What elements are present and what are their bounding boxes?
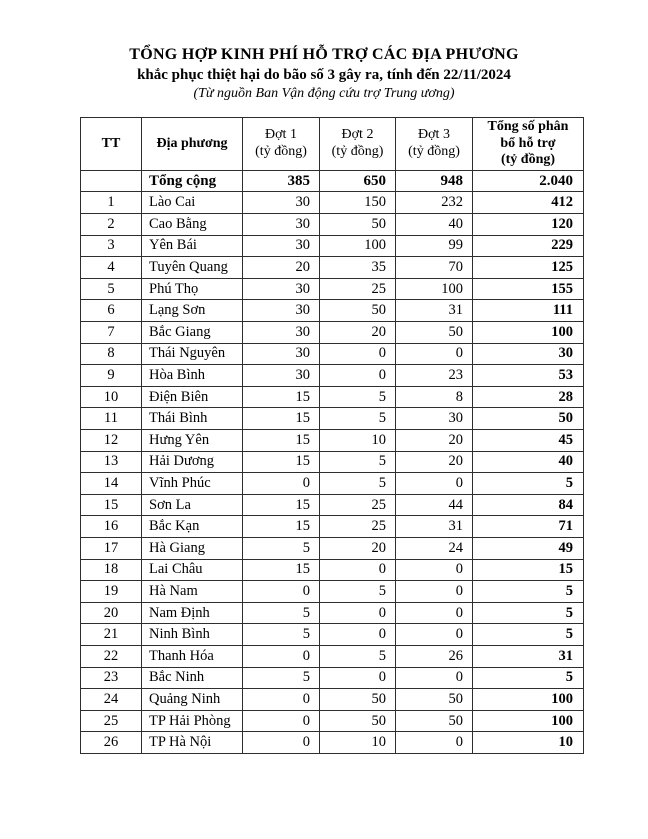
cell-round2: 10 (320, 430, 396, 452)
cell-round1: 30 (243, 365, 320, 387)
cell-province: Bắc Ninh (142, 667, 243, 689)
table-row (81, 473, 584, 495)
cell-province: Thanh Hóa (142, 645, 243, 667)
cell-round3: 26 (396, 645, 473, 667)
cell-tt: 1 (81, 192, 142, 214)
table-row (81, 689, 584, 711)
col-header-round2-label: Đợt 2 (341, 127, 374, 143)
table-row (81, 602, 584, 624)
table-row (81, 365, 584, 387)
cell-round1: 30 (243, 214, 320, 236)
cell-total: 71 (473, 516, 584, 538)
grand-total-row (81, 170, 584, 192)
cell-province: Tổng cộng (142, 170, 243, 192)
col-header-round1-label: Đợt 1 (265, 127, 297, 143)
cell-round1: 15 (243, 386, 320, 408)
cell-total: 100 (473, 710, 584, 732)
cell-round1: 5 (243, 602, 320, 624)
cell-province: Vĩnh Phúc (142, 473, 243, 495)
cell-round1: 0 (243, 581, 320, 603)
cell-round2: 0 (320, 667, 396, 689)
cell-province: Nam Định (142, 602, 243, 624)
cell-tt: 24 (81, 689, 142, 711)
col-header-tt: TT (81, 117, 142, 170)
cell-tt: 13 (81, 451, 142, 473)
table-row (81, 300, 584, 322)
cell-round3: 8 (396, 386, 473, 408)
cell-total: 31 (473, 645, 584, 667)
cell-tt: 23 (81, 667, 142, 689)
cell-round1: 5 (243, 624, 320, 646)
cell-round3: 20 (396, 451, 473, 473)
col-header-round3-unit: (tỷ đồng) (408, 143, 460, 159)
table-row (81, 451, 584, 473)
table-row (81, 667, 584, 689)
cell-province: Quảng Ninh (142, 689, 243, 711)
cell-round2: 100 (320, 235, 396, 257)
cell-round1: 5 (243, 667, 320, 689)
cell-total: 5 (473, 624, 584, 646)
cell-province: Ninh Bình (142, 624, 243, 646)
table-header (81, 117, 584, 170)
cell-province: Phú Thọ (142, 278, 243, 300)
table-row (81, 624, 584, 646)
cell-total: 155 (473, 278, 584, 300)
cell-round1: 15 (243, 516, 320, 538)
cell-round2: 50 (320, 689, 396, 711)
table-row (81, 322, 584, 344)
cell-tt: 4 (81, 257, 142, 279)
cell-round1: 15 (243, 430, 320, 452)
cell-province: Thái Nguyên (142, 343, 243, 365)
cell-total: 28 (473, 386, 584, 408)
cell-round2: 25 (320, 516, 396, 538)
cell-round1: 20 (243, 257, 320, 279)
table-row (81, 343, 584, 365)
cell-round2: 0 (320, 365, 396, 387)
col-header-round2 (320, 117, 396, 170)
cell-total: 40 (473, 451, 584, 473)
cell-tt: 25 (81, 710, 142, 732)
cell-tt: 12 (81, 430, 142, 452)
cell-round3: 0 (396, 602, 473, 624)
cell-province: Thái Bình (142, 408, 243, 430)
cell-round2: 50 (320, 710, 396, 732)
cell-round3: 31 (396, 516, 473, 538)
cell-province: Hà Giang (142, 537, 243, 559)
cell-round2: 25 (320, 494, 396, 516)
cell-round3: 0 (396, 624, 473, 646)
cell-round3: 0 (396, 473, 473, 495)
cell-total: 5 (473, 473, 584, 495)
cell-province: Cao Bằng (142, 214, 243, 236)
cell-round1: 0 (243, 689, 320, 711)
cell-round1: 5 (243, 537, 320, 559)
cell-round1: 15 (243, 451, 320, 473)
table-row (81, 710, 584, 732)
cell-round2: 5 (320, 581, 396, 603)
cell-total: 229 (473, 235, 584, 257)
cell-round3: 50 (396, 689, 473, 711)
cell-round2: 0 (320, 602, 396, 624)
support-table (80, 117, 584, 754)
title-line-1: TỔNG HỢP KINH PHÍ HỖ TRỢ CÁC ĐỊA PHƯƠNG (129, 46, 519, 63)
table-row (81, 278, 584, 300)
cell-tt: 18 (81, 559, 142, 581)
cell-total: 15 (473, 559, 584, 581)
cell-tt: 9 (81, 365, 142, 387)
cell-tt: 20 (81, 602, 142, 624)
cell-tt: 6 (81, 300, 142, 322)
cell-round3: 24 (396, 537, 473, 559)
col-header-round1 (243, 117, 320, 170)
cell-round2: 5 (320, 386, 396, 408)
cell-round2: 20 (320, 537, 396, 559)
cell-total: 412 (473, 192, 584, 214)
cell-province: Hưng Yên (142, 430, 243, 452)
cell-round2: 5 (320, 645, 396, 667)
cell-round3: 0 (396, 667, 473, 689)
cell-tt: 21 (81, 624, 142, 646)
cell-total: 100 (473, 689, 584, 711)
cell-tt (81, 170, 142, 192)
cell-round3: 0 (396, 559, 473, 581)
cell-round3: 20 (396, 430, 473, 452)
cell-total: 50 (473, 408, 584, 430)
cell-tt: 11 (81, 408, 142, 430)
cell-round1: 30 (243, 300, 320, 322)
cell-round3: 44 (396, 494, 473, 516)
cell-round2: 0 (320, 559, 396, 581)
table-row (81, 430, 584, 452)
cell-tt: 22 (81, 645, 142, 667)
cell-province: Hòa Bình (142, 365, 243, 387)
table-row (81, 408, 584, 430)
cell-round2: 0 (320, 624, 396, 646)
cell-round1: 15 (243, 559, 320, 581)
cell-province: TP Hải Phòng (142, 710, 243, 732)
cell-tt: 5 (81, 278, 142, 300)
cell-round2: 20 (320, 322, 396, 344)
cell-total: 49 (473, 537, 584, 559)
cell-province: Lạng Sơn (142, 300, 243, 322)
table-row (81, 235, 584, 257)
cell-province: Lào Cai (142, 192, 243, 214)
cell-total: 111 (473, 300, 584, 322)
cell-province: Yên Bái (142, 235, 243, 257)
table-row (81, 494, 584, 516)
cell-round2: 35 (320, 257, 396, 279)
cell-round2: 25 (320, 278, 396, 300)
cell-round1: 30 (243, 343, 320, 365)
cell-round3: 70 (396, 257, 473, 279)
table-row (81, 257, 584, 279)
cell-round1: 0 (243, 473, 320, 495)
cell-round2: 50 (320, 300, 396, 322)
cell-round1: 30 (243, 235, 320, 257)
col-header-round1-unit: (tỷ đồng) (255, 143, 307, 159)
cell-round1: 0 (243, 732, 320, 754)
cell-round2: 5 (320, 408, 396, 430)
cell-total: 2.040 (473, 170, 584, 192)
cell-round1: 15 (243, 408, 320, 430)
table-row (81, 516, 584, 538)
cell-province: Bắc Kạn (142, 516, 243, 538)
cell-total: 100 (473, 322, 584, 344)
table-row (81, 732, 584, 754)
cell-round1: 385 (243, 170, 320, 192)
cell-round2: 0 (320, 343, 396, 365)
cell-tt: 16 (81, 516, 142, 538)
table-row (81, 537, 584, 559)
cell-round3: 23 (396, 365, 473, 387)
table-row (81, 214, 584, 236)
header-row (81, 117, 584, 170)
cell-round1: 0 (243, 645, 320, 667)
cell-province: Điện Biên (142, 386, 243, 408)
cell-round3: 99 (396, 235, 473, 257)
cell-total: 5 (473, 602, 584, 624)
cell-round1: 0 (243, 710, 320, 732)
title-line-2: khắc phục thiệt hại do bão số 3 gây ra, tính đến 22/11/2024 (137, 66, 511, 83)
cell-total: 5 (473, 667, 584, 689)
cell-round1: 30 (243, 278, 320, 300)
cell-tt: 8 (81, 343, 142, 365)
cell-province: Sơn La (142, 494, 243, 516)
cell-round3: 0 (396, 732, 473, 754)
cell-province: Hải Dương (142, 451, 243, 473)
cell-total: 5 (473, 581, 584, 603)
cell-round2: 50 (320, 214, 396, 236)
cell-tt: 17 (81, 537, 142, 559)
cell-tt: 15 (81, 494, 142, 516)
cell-total: 10 (473, 732, 584, 754)
cell-round3: 100 (396, 278, 473, 300)
table-body (81, 170, 584, 753)
table-row (81, 581, 584, 603)
cell-tt: 10 (81, 386, 142, 408)
col-header-province: Địa phương (142, 117, 243, 170)
cell-province: Hà Nam (142, 581, 243, 603)
cell-tt: 7 (81, 322, 142, 344)
cell-round2: 650 (320, 170, 396, 192)
cell-province: Tuyên Quang (142, 257, 243, 279)
cell-total: 53 (473, 365, 584, 387)
cell-total: 30 (473, 343, 584, 365)
cell-total: 84 (473, 494, 584, 516)
cell-total: 125 (473, 257, 584, 279)
title-line-3: (Từ nguồn Ban Vận động cứu trợ Trung ương) (193, 85, 455, 101)
cell-round2: 10 (320, 732, 396, 754)
cell-province: Lai Châu (142, 559, 243, 581)
cell-tt: 19 (81, 581, 142, 603)
cell-province: TP Hà Nội (142, 732, 243, 754)
cell-round3: 50 (396, 322, 473, 344)
cell-round1: 30 (243, 322, 320, 344)
cell-round3: 232 (396, 192, 473, 214)
cell-tt: 26 (81, 732, 142, 754)
cell-round3: 50 (396, 710, 473, 732)
cell-total: 45 (473, 430, 584, 452)
col-header-total-label: Tổng số phân bổ hỗ trợ (487, 119, 569, 151)
col-header-total-unit: (tỷ đồng) (500, 152, 556, 168)
cell-round3: 0 (396, 581, 473, 603)
cell-round1: 30 (243, 192, 320, 214)
table-row (81, 192, 584, 214)
cell-round2: 150 (320, 192, 396, 214)
cell-round3: 948 (396, 170, 473, 192)
cell-tt: 2 (81, 214, 142, 236)
cell-round1: 15 (243, 494, 320, 516)
document-title (0, 0, 648, 102)
col-header-round3 (396, 117, 473, 170)
cell-total: 120 (473, 214, 584, 236)
cell-province: Bắc Giang (142, 322, 243, 344)
col-header-round2-unit: (tỷ đồng) (331, 143, 384, 159)
cell-round2: 5 (320, 473, 396, 495)
col-header-round3-label: Đợt 3 (418, 127, 450, 143)
cell-round3: 30 (396, 408, 473, 430)
cell-round3: 31 (396, 300, 473, 322)
cell-round3: 40 (396, 214, 473, 236)
table-row (81, 645, 584, 667)
cell-tt: 14 (81, 473, 142, 495)
cell-round3: 0 (396, 343, 473, 365)
table-row (81, 386, 584, 408)
cell-tt: 3 (81, 235, 142, 257)
col-header-total (473, 117, 584, 170)
table-row (81, 559, 584, 581)
cell-round2: 5 (320, 451, 396, 473)
